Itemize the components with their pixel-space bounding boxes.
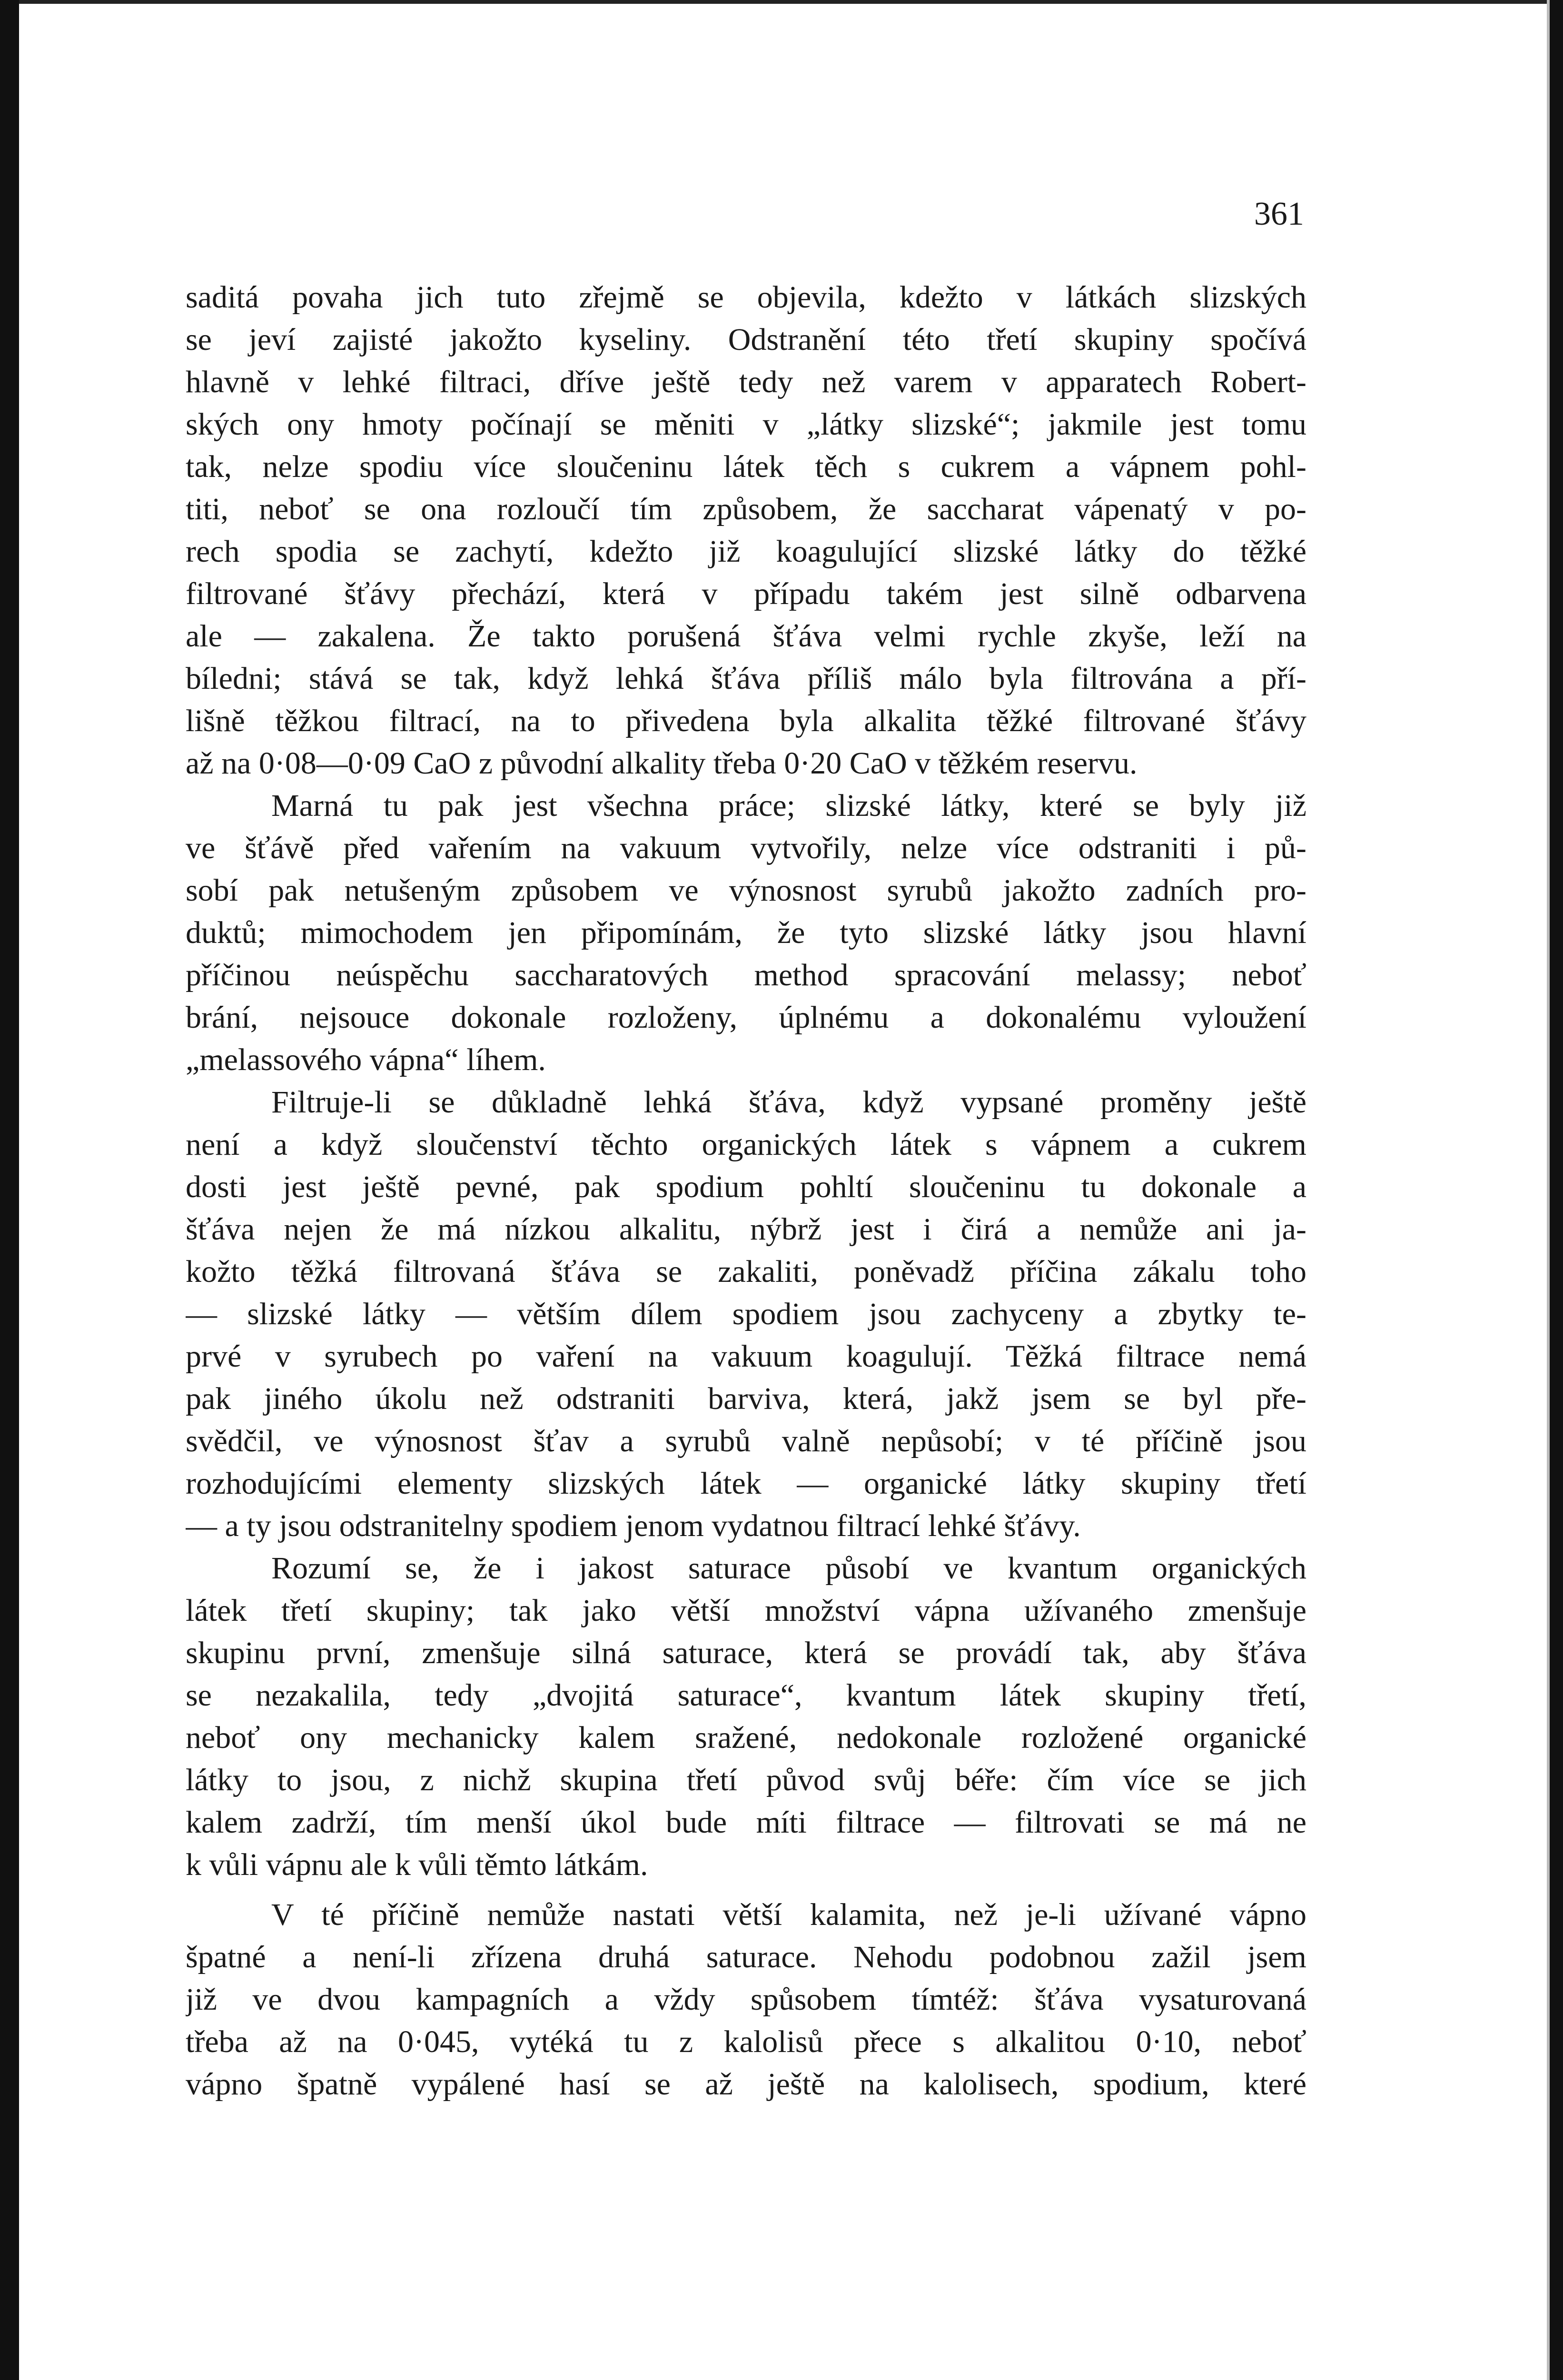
text-line: špatné a není-li zřízena druhá saturace. Nehodu podobnou zažil jsem [186, 1940, 1306, 1974]
text-line: k vůli vápnu ale k vůli těmto látkám. [186, 1847, 648, 1882]
text-line: příčinou neúspěchu saccharatových method spracování melassy; neboť [186, 958, 1306, 992]
text-line: až na 0·08—0·09 CaO z původní alkality třeba 0·20 CaO v těžkém reservu. [186, 746, 1138, 781]
paragraph-gap [186, 1886, 1306, 1894]
text-line: ale — zakalena. Že takto porušená šťáva velmi rychle zkyše, leží na [186, 619, 1306, 654]
scan-top-border [19, 0, 1563, 4]
text-line: neboť ony mechanicky kalem sražené, nedokonale rozložené organické [186, 1720, 1306, 1755]
text-line: hlavně v lehké filtraci, dříve ještě tedy než varem v apparatech Robert- [186, 365, 1306, 399]
text-line: není a když sloučenství těchto organických látek s vápnem a cukrem [186, 1127, 1306, 1162]
text-line: kalem zadrží, tím menší úkol bude míti filtrace — filtrovati se má ne [186, 1805, 1306, 1840]
text-line: „melassového vápna“ líhem. [186, 1042, 546, 1077]
text-line: rech spodia se zachytí, kdežto již koagulující slizské látky do těžké [186, 534, 1306, 569]
text-line: šťáva nejen že má nízkou alkalitu, nýbrž jest i čirá a nemůže ani ja- [186, 1212, 1306, 1247]
page-number: 361 [1254, 196, 1304, 232]
text-line: se jeví zajisté jakožto kyseliny. Odstranění této třetí skupiny spočívá [186, 322, 1306, 357]
text-line: vápno špatně vypálené hasí se až ještě na kalolisech, spodium, které [186, 2067, 1306, 2102]
text-line: V té příčině nemůže nastati větší kalamita, než je-li užívané vápno [271, 1897, 1306, 1932]
text-line: kožto těžká filtrovaná šťáva se zakaliti, poněvadž příčina zákalu toho [186, 1254, 1306, 1289]
text-line: rozhodujícími elementy slizských látek — organické látky skupiny třetí [186, 1466, 1306, 1501]
text-line: látek třetí skupiny; tak jako větší množství vápna užívaného zmenšuje [186, 1593, 1306, 1628]
text-line: se nezakalila, tedy „dvojitá saturace“, kvantum látek skupiny třetí, [186, 1678, 1306, 1713]
text-line: Marná tu pak jest všechna práce; slizské látky, které se byly již [271, 788, 1306, 823]
text-line: sobí pak netušeným způsobem ve výnosnost syrubů jakožto zadních pro- [186, 873, 1306, 908]
text-line: lišně těžkou filtrací, na to přivedena byla alkalita těžké filtrované šťávy [186, 704, 1306, 738]
text-line: — slizské látky — větším dílem spodiem jsou zachyceny a zbytky te- [186, 1297, 1306, 1331]
text-line: skupinu první, zmenšuje silná saturace, která se provádí tak, aby šťáva [186, 1636, 1306, 1670]
text-line: ve šťávě před vařením na vakuum vytvořily, nelze více odstraniti i pů- [186, 831, 1306, 865]
text-line: bíledni; stává se tak, když lehká šťáva příliš málo byla filtrována a pří- [186, 661, 1306, 696]
text-line: titi, neboť se ona rozloučí tím způsobem, že saccharat vápenatý v po- [186, 492, 1306, 526]
text-line: prvé v syrubech po vaření na vakuum koagulují. Těžká filtrace nemá [186, 1339, 1306, 1374]
body-text [186, 276, 1306, 2105]
text-line: saditá povaha jich tuto zřejmě se objevila, kdežto v látkách slizských [186, 280, 1306, 315]
scan-right-shadow [1547, 0, 1550, 2380]
text-line: tak, nelze spodiu více sloučeninu látek těch s cukrem a vápnem pohl- [186, 449, 1306, 484]
text-line: látky to jsou, z nichž skupina třetí původ svůj béře: čím více se jich [186, 1763, 1306, 1797]
scan-right-border [1550, 0, 1563, 2380]
scan-left-border [0, 0, 19, 2380]
text-line: pak jiného úkolu než odstraniti barviva, která, jakž jsem se byl pře- [186, 1381, 1306, 1416]
text-line: Filtruje-li se důkladně lehká šťáva, když vypsané proměny ještě [271, 1085, 1306, 1120]
text-line: duktů; mimochodem jen připomínám, že tyto slizské látky jsou hlavní [186, 915, 1306, 950]
text-line: již ve dvou kampagních a vždy spůsobem tímtéž: šťáva vysaturovaná [186, 1982, 1306, 2017]
text-line: třeba až na 0·045, vytéká tu z kalolisů přece s alkalitou 0·10, neboť [186, 2024, 1306, 2059]
text-line: svědčil, ve výnosnost šťav a syrubů valně nepůsobí; v té příčině jsou [186, 1424, 1306, 1458]
text-line: filtrované šťávy přechází, která v případu takém jest silně odbarvena [186, 576, 1306, 611]
text-line: ských ony hmoty počínají se měniti v „látky slizské“; jakmile jest tomu [186, 407, 1306, 442]
text-line: Rozumí se, že i jakost saturace působí ve kvantum organických [271, 1551, 1306, 1586]
text-line: brání, nejsouce dokonale rozloženy, úplnému a dokonalému vyloužení [186, 1000, 1306, 1035]
text-line: — a ty jsou odstranitelny spodiem jenom vydatnou filtrací lehké šťávy. [186, 1508, 1081, 1543]
text-line: dosti jest ještě pevné, pak spodium pohltí sloučeninu tu dokonale a [186, 1170, 1306, 1204]
